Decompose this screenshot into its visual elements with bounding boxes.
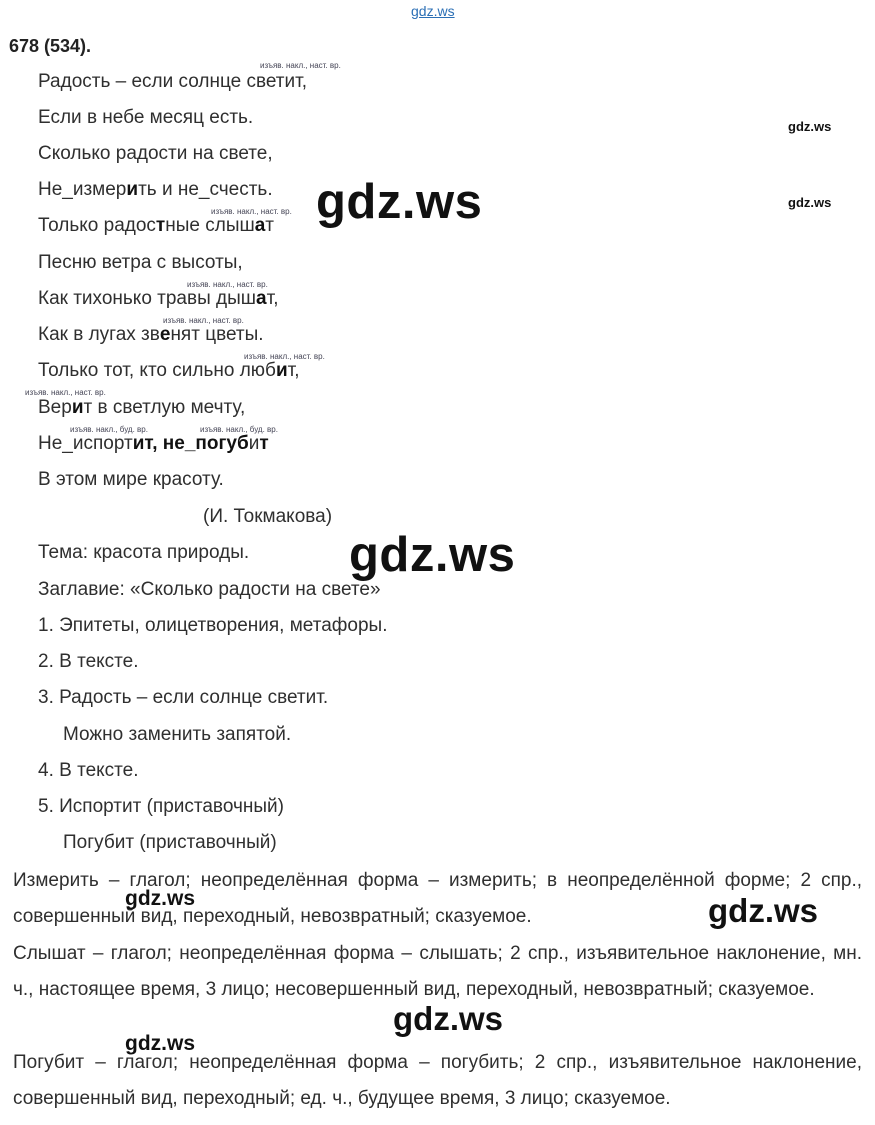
answer-theme: Тема: красота природы. <box>38 542 250 563</box>
watermark-small: gdz.ws <box>788 195 832 210</box>
watermark-medium: gdz.ws <box>125 1032 196 1055</box>
watermark-large: gdz.ws <box>393 1000 504 1037</box>
poem-line: Только тот, кто сильно любит, <box>38 360 300 381</box>
analysis-paragraph: Измерить – глагол; неопределённая форма – измерить; в неопределённой форме; 2 спр., совершенный вид, переходный, невозвратный; сказуемое. <box>13 870 862 927</box>
analysis-paragraph: Погубит – глагол; неопределённая форма – погубить; 2 спр., изъявительное наклонение, совершенный вид, переходный; ед. ч., будущее время, 3 лицо; сказуемое. <box>13 1052 862 1109</box>
poem-line: Не_испортит, не_погубит <box>38 433 269 454</box>
poem-line: Радость – если солнце светит, <box>38 71 307 92</box>
grammar-note: изъяв. накл., буд. вр. <box>70 425 148 434</box>
poem-line: Верит в светлую мечту, <box>38 397 246 418</box>
watermark-large: gdz.ws <box>349 528 516 582</box>
grammar-note: изъяв. накл., наст. вр. <box>260 61 341 70</box>
watermark-small: gdz.ws <box>788 119 832 134</box>
answer-title: Заглавие: «Сколько радости на свете» <box>38 579 381 600</box>
answer-5: 5. Испортит (приставочный) <box>38 796 284 817</box>
answer-3-note: Можно заменить запятой. <box>63 724 292 745</box>
answer-4: 4. В тексте. <box>38 760 139 781</box>
answer-5-note: Погубит (приставочный) <box>63 832 277 853</box>
poem-author: (И. Токмакова) <box>203 506 333 527</box>
grammar-note: изъяв. накл., наст. вр. <box>25 388 106 397</box>
analysis-paragraph: Слышат – глагол; неопределённая форма – слышать; 2 спр., изъявительное наклонение, мн. ч., настоящее время, 3 лицо; несовершенный вид, переходный, невозвратный; сказуемое. <box>13 943 862 1000</box>
poem-line: Сколько радости на свете, <box>38 143 273 164</box>
watermark-top: gdz.ws <box>411 3 455 19</box>
poem-line: Песню ветра с высоты, <box>38 252 243 273</box>
answer-1: 1. Эпитеты, олицетворения, метафоры. <box>38 615 388 636</box>
watermark-large: gdz.ws <box>316 175 483 229</box>
answer-3: 3. Радость – если солнце светит. <box>38 687 329 708</box>
watermark-large: gdz.ws <box>708 892 819 929</box>
watermark-medium: gdz.ws <box>125 887 196 910</box>
poem-line: В этом мире красоту. <box>38 469 224 490</box>
grammar-note: изъяв. накл., наст. вр. <box>163 316 244 325</box>
answer-2: 2. В тексте. <box>38 651 139 672</box>
grammar-note: изъяв. накл., буд. вр. <box>200 425 278 434</box>
poem-line: Как тихонько травы дышат, <box>38 288 279 309</box>
grammar-note: изъяв. накл., наст. вр. <box>211 207 292 216</box>
poem-line: Если в небе месяц есть. <box>38 107 254 128</box>
grammar-note: изъяв. накл., наст. вр. <box>187 280 268 289</box>
poem-line: Только радостные слышат <box>38 215 274 236</box>
poem-line: Не_измерить и не_счесть. <box>38 179 273 200</box>
poem-line: Как в лугах звенят цветы. <box>38 324 264 345</box>
grammar-note: изъяв. накл., наст. вр. <box>244 352 325 361</box>
exercise-number: 678 (534). <box>9 36 92 56</box>
